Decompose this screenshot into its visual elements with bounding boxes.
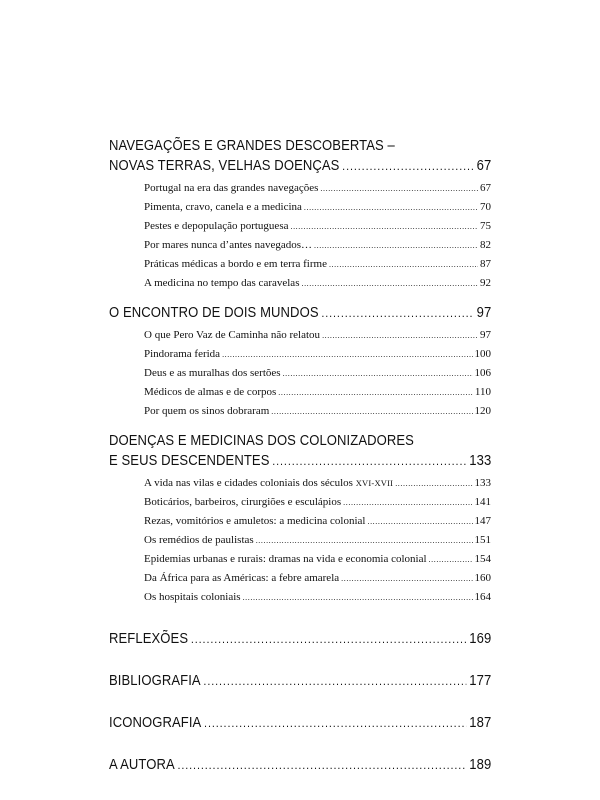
toc-entry[interactable] xyxy=(144,345,491,364)
toc-entry[interactable] xyxy=(144,493,491,512)
entry-label: Rezas, vomitórios e amuletos: a medicina colonial xyxy=(144,515,366,527)
toc-entry[interactable] xyxy=(144,326,491,345)
section-title: REFLEXÕES xyxy=(109,631,189,647)
entry-label: A medicina no tempo das caravelas xyxy=(144,277,300,289)
toc-entry[interactable] xyxy=(144,402,491,421)
dot-leader xyxy=(278,383,473,402)
dot-leader xyxy=(222,345,472,364)
dot-leader xyxy=(314,236,478,255)
toc-entry-section[interactable] xyxy=(109,671,491,691)
dot-leader xyxy=(429,550,473,569)
toc-entry-chapter[interactable] xyxy=(109,451,491,471)
dot-leader xyxy=(367,512,472,531)
entry-label: Deus e as muralhas dos sertões xyxy=(144,367,281,379)
toc-entry-chapter[interactable] xyxy=(109,156,491,176)
dot-leader xyxy=(177,755,466,775)
entry-label: Portugal na era das grandes navegações xyxy=(144,182,319,194)
table-of-contents xyxy=(109,136,491,775)
toc-entry[interactable] xyxy=(144,179,491,198)
page-number: 151 xyxy=(474,534,491,546)
page-number: 133 xyxy=(469,453,492,469)
page-number: 147 xyxy=(474,515,491,527)
entry-label: O que Pero Vaz de Caminha não relatou xyxy=(144,329,321,341)
page-number: 97 xyxy=(476,305,492,321)
entry-label-smallcaps: XVI-XVII xyxy=(355,478,394,488)
toc-entry-section[interactable] xyxy=(109,755,491,775)
page-number: 189 xyxy=(469,757,492,773)
dot-leader xyxy=(256,531,473,550)
toc-chapter xyxy=(109,136,491,293)
page-number: 164 xyxy=(474,591,491,603)
entry-label: Os hospitais coloniais xyxy=(144,591,241,603)
chapter-title: O ENCONTRO DE DOIS MUNDOS xyxy=(109,305,319,321)
toc-entry[interactable] xyxy=(144,512,491,531)
toc-chapter xyxy=(109,303,491,421)
entry-label: Da África para as Américas: a febre amarela xyxy=(144,572,340,584)
page-number: 154 xyxy=(474,553,491,565)
entry-label: Boticários, barbeiros, cirurgiões e esculápios xyxy=(144,496,342,508)
toc-entry[interactable] xyxy=(144,383,491,402)
page-number: 141 xyxy=(474,496,491,508)
dot-leader xyxy=(243,588,473,607)
entry-label: Pestes e depopulação portuguesa xyxy=(144,220,289,232)
toc-entry-section[interactable] xyxy=(109,713,491,733)
dot-leader xyxy=(203,671,466,691)
toc-entry[interactable] xyxy=(144,550,491,569)
page-number: 87 xyxy=(480,258,491,270)
page-number: 82 xyxy=(480,239,491,251)
page-number: 70 xyxy=(480,201,491,213)
dot-leader xyxy=(283,364,473,383)
entry-label: Por quem os sinos dobraram xyxy=(144,405,270,417)
entry-label: Pimenta, cravo, canela e a medicina xyxy=(144,201,302,213)
page-number: 97 xyxy=(480,329,491,341)
chapter-title: E SEUS DESCENDENTES xyxy=(109,453,270,469)
dot-leader xyxy=(321,303,474,323)
toc-entry[interactable] xyxy=(144,255,491,274)
page-number: 133 xyxy=(474,477,491,489)
page-number: 169 xyxy=(469,631,492,647)
chapter-title: DOENÇAS E MEDICINAS DOS COLONIZADORES xyxy=(109,433,414,449)
dot-leader xyxy=(320,179,478,198)
toc-entry[interactable] xyxy=(144,474,491,493)
page-number: 177 xyxy=(469,673,492,689)
dot-leader xyxy=(395,474,472,493)
dot-leader xyxy=(322,326,478,345)
page-number: 120 xyxy=(474,405,491,417)
toc-entry[interactable] xyxy=(144,588,491,607)
toc-entry[interactable] xyxy=(144,364,491,383)
entry-label: Pindorama ferida xyxy=(144,348,221,360)
toc-entry-chapter[interactable] xyxy=(109,303,491,323)
dot-leader xyxy=(204,713,467,733)
dot-leader xyxy=(343,493,472,512)
page-number: 187 xyxy=(469,715,492,731)
entry-label: Os remédios de paulistas xyxy=(144,534,254,546)
toc-entry[interactable] xyxy=(144,274,491,293)
entry-label-text: A vida nas vilas e cidades coloniais dos séculos xyxy=(144,477,356,489)
dot-leader xyxy=(191,629,467,649)
toc-entry[interactable] xyxy=(144,569,491,588)
toc-entry[interactable] xyxy=(144,531,491,550)
entry-label: Práticas médicas a bordo e em terra firme xyxy=(144,258,327,270)
dot-leader xyxy=(341,569,472,588)
dot-leader xyxy=(304,198,478,217)
entry-label: Por mares nunca d’antes navegados… xyxy=(144,239,313,251)
dot-leader xyxy=(290,217,478,236)
toc-entry[interactable] xyxy=(144,198,491,217)
dot-leader xyxy=(329,255,478,274)
toc-chapter xyxy=(109,431,491,607)
section-title: A AUTORA xyxy=(109,757,175,773)
page-number: 110 xyxy=(474,386,491,398)
entry-label: Epidemias urbanas e rurais: dramas na vida e economia colonial xyxy=(144,553,427,565)
page-number: 100 xyxy=(474,348,491,360)
page-number: 92 xyxy=(480,277,491,289)
dot-leader xyxy=(301,274,478,293)
entry-label: Médicos de almas e de corpos xyxy=(144,386,277,398)
page-number: 106 xyxy=(474,367,491,379)
entry-label xyxy=(144,474,393,493)
toc-entry-section[interactable] xyxy=(109,629,491,649)
page-number: 67 xyxy=(480,182,491,194)
page-number: 160 xyxy=(474,572,491,584)
toc-entry[interactable] xyxy=(144,236,491,255)
toc-entry[interactable] xyxy=(144,217,491,236)
page-number: 67 xyxy=(476,158,492,174)
section-title: BIBLIOGRAFIA xyxy=(109,673,201,689)
dot-leader xyxy=(342,156,474,176)
page-number: 75 xyxy=(480,220,491,232)
dot-leader xyxy=(271,402,472,421)
chapter-title: NAVEGAÇÕES E GRANDES DESCOBERTAS – xyxy=(109,138,395,154)
chapter-title: NOVAS TERRAS, VELHAS DOENÇAS xyxy=(109,158,340,174)
section-title: ICONOGRAFIA xyxy=(109,715,202,731)
dot-leader xyxy=(272,451,466,471)
